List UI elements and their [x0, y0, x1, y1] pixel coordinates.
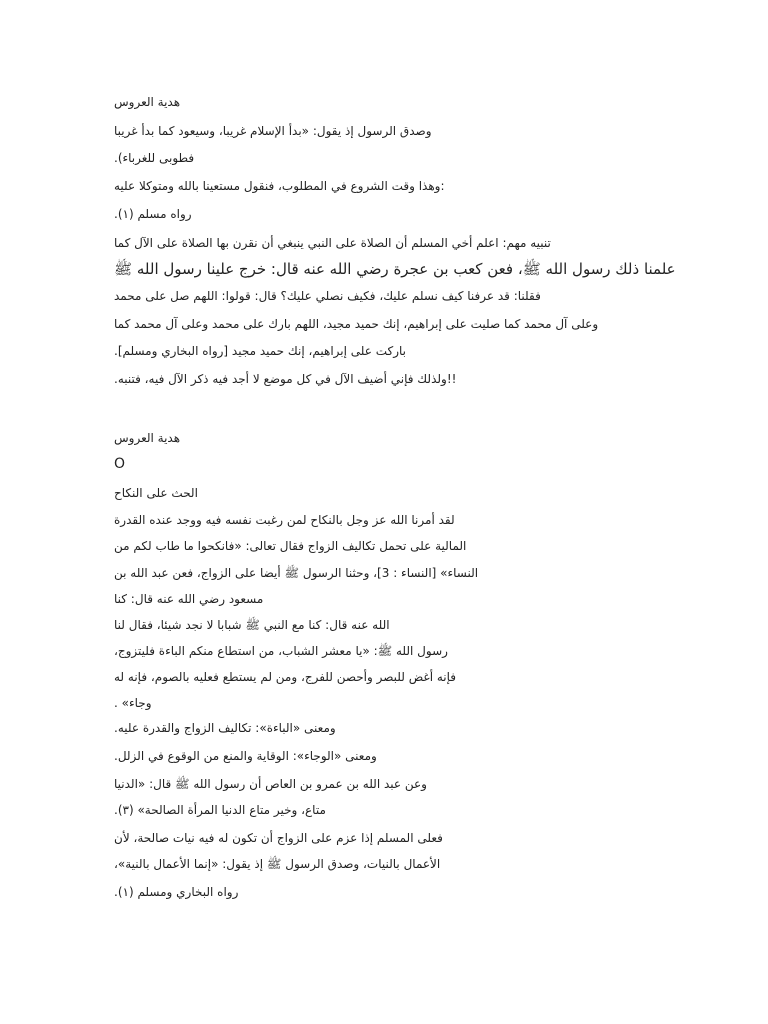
- text-line: الأعمال بالنيات، وصدق الرسول ﷺ إذ يقول: «إنما الأعمال بالنية»،: [114, 857, 441, 871]
- text-line: وصدق الرسول إذ يقول: «بدأ الإسلام غريبا، وسيعود كما بدأ غريبا: [114, 124, 432, 138]
- text-line: ومعنى «الباءة»: تكاليف الزواج والقدرة عليه.: [114, 721, 336, 735]
- text-line: وعلى آل محمد كما صليت على إبراهيم، إنك حميد مجيد، اللهم بارك على محمد وعلى آل محمد كما: [114, 317, 599, 331]
- text-line: رواه مسلم (١).: [114, 207, 192, 221]
- text-line: :وهذا وقت الشروع في المطلوب، فنقول مستعينا بالله ومتوكلا عليه: [114, 179, 445, 193]
- text-line: رواه البخاري ومسلم (١).: [114, 885, 239, 899]
- page-number: O: [114, 456, 126, 472]
- text-line: الله عنه قال: كنا مع النبي ﷺ شبابا لا نجد شيئا، فقال لنا: [114, 618, 390, 632]
- text-line: فإنه أغض للبصر وأحصن للفرج، ومن لم يستطع فعليه بالصوم، فإنه له: [114, 670, 457, 684]
- text-line: رسول الله ﷺ: «يا معشر الشباب، من استطاع منكم الباءة فليتزوج،: [114, 644, 448, 658]
- text-line: مسعود رضي الله عنه قال: كنا: [114, 592, 264, 606]
- text-line: باركت على إبراهيم، إنك حميد مجيد [رواه البخاري ومسلم].: [114, 344, 407, 358]
- text-line: فعلى المسلم إذا عزم على الزواج أن تكون له فيه نيات صالحة، لأن: [114, 831, 443, 845]
- text-line: المالية على تحمل تكاليف الزواج فقال تعالى: «فانكحوا ما طاب لكم من: [114, 539, 467, 553]
- running-header: هدية العروس: [114, 431, 181, 445]
- text-line: النساء» [النساء : 3]، وحثنا الرسول ﷺ أيضا على الزواج، فعن عبد الله بن: [114, 566, 479, 580]
- text-line: !!ولذلك فإني أضيف الآل في كل موضع لا أجد فيه ذكر الآل فيه، فتنبه.: [114, 372, 457, 386]
- running-header: هدية العروس: [114, 95, 181, 109]
- text-line: علمنا ذلك رسول الله ﷺ، فعن كعب بن عجرة رضي الله عنه قال: خرج علينا رسول الله ﷺ: [114, 260, 676, 278]
- section-title: الحث على النكاح: [114, 486, 198, 500]
- text-line: فقلنا: قد عرفنا كيف نسلم عليك، فكيف نصلي عليك؟ قال: قولوا: اللهم صل على محمد: [114, 289, 541, 303]
- text-line: فطوبى للغرباء).: [114, 151, 195, 165]
- text-line: لقد أمرنا الله عز وجل بالنكاح لمن رغبت نفسه فيه ووجد عنده القدرة: [114, 513, 455, 527]
- text-line: وجاء» .: [114, 696, 152, 710]
- text-line: متاع، وخير متاع الدنيا المرأة الصالحة» (٣).: [114, 803, 326, 817]
- text-line: ومعنى «الوجاء»: الوقاية والمنع من الوقوع في الزلل.: [114, 749, 377, 763]
- text-line: وعن عبد الله بن عمرو بن العاص أن رسول الله ﷺ قال: «الدنيا: [114, 777, 427, 791]
- text-line: تنبيه مهم: اعلم أخي المسلم أن الصلاة على النبي ينبغي أن نقرن بها الصلاة على الآل كما: [114, 236, 551, 250]
